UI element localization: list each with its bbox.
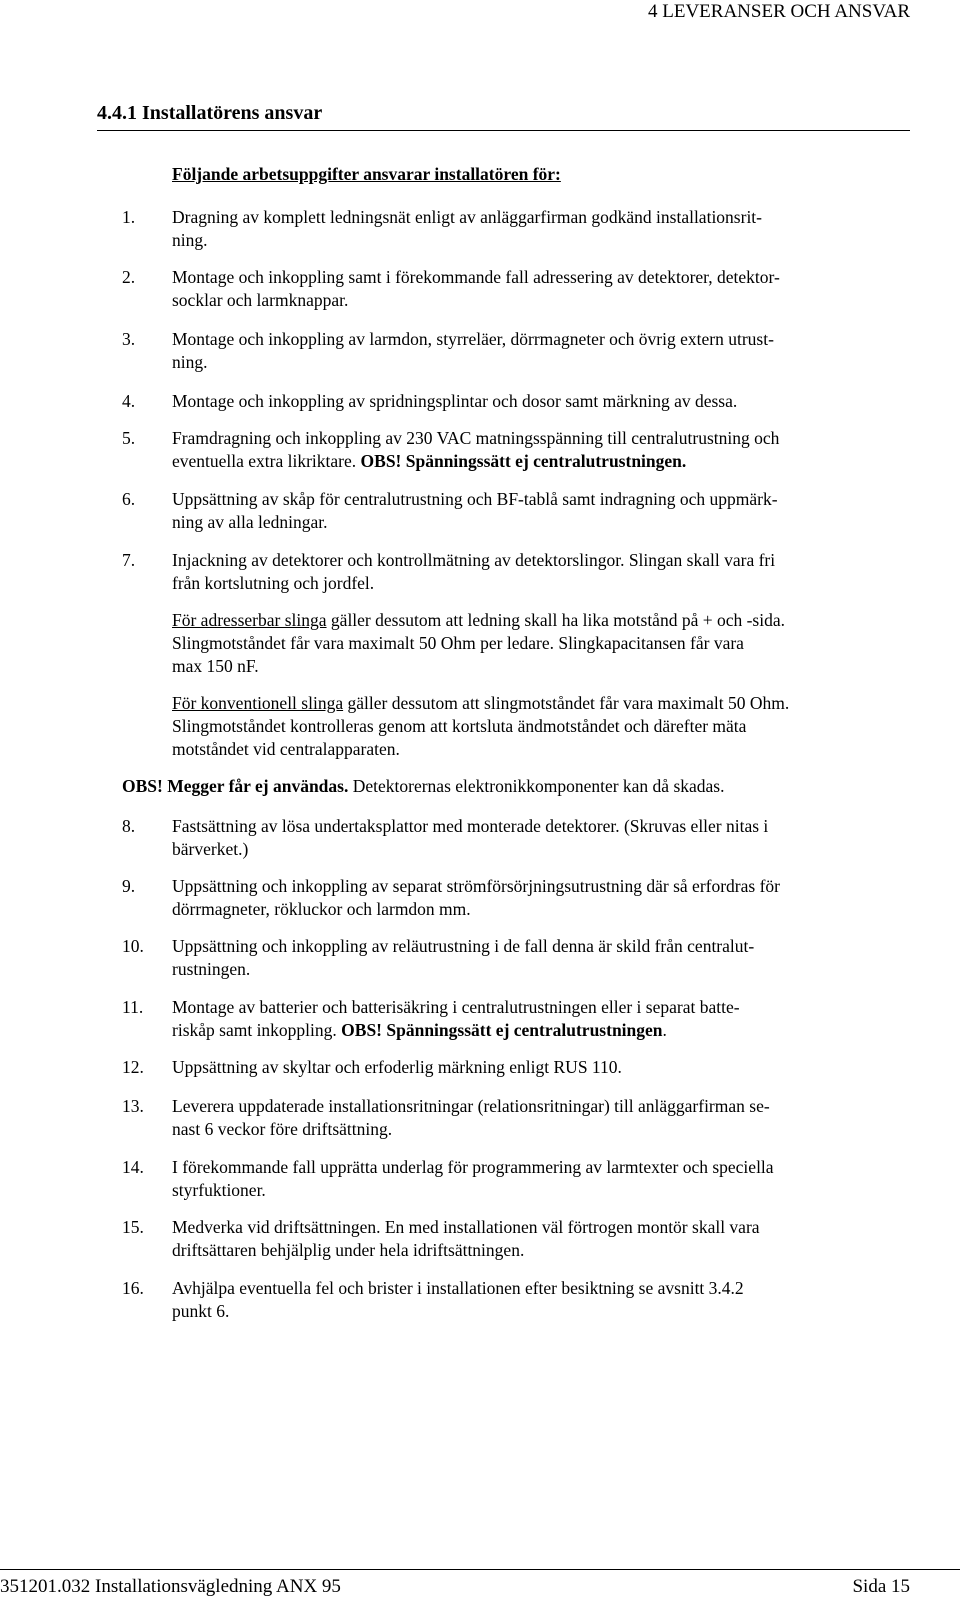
- item-text-line: punkt 6.: [172, 1301, 230, 1321]
- item-text-plain: eventuella extra likriktare.: [172, 451, 361, 471]
- item-text-end: .: [662, 1020, 667, 1040]
- footer-document-id: 351201.032 Installationsvägledning ANX 95: [0, 1576, 341, 1597]
- item-text-line: Avhjälpa eventuella fel och brister i installationen efter besiktning se avsnitt 3.4.2: [172, 1278, 744, 1298]
- paragraph-line: Slingmotståndet kontrolleras genom att kortsluta ändmotståndet och därefter mäta: [172, 716, 747, 736]
- item-text-line: ning.: [172, 230, 208, 250]
- item-text-plain: riskåp samt inkoppling.: [172, 1020, 342, 1040]
- intro-heading: Följande arbetsuppgifter ansvarar installatören för:: [172, 164, 561, 184]
- paragraph-text: gäller dessutom att ledning skall ha lika motstånd på + och -sida.: [326, 610, 785, 630]
- item-text-line: Montage och inkoppling av larmdon, styrreläer, dörrmagneter och övrig extern utrust-: [172, 329, 774, 349]
- page-header: 4 LEVERANSER OCH ANSVAR: [648, 1, 910, 22]
- section-heading: 4.4.1 Installatörens ansvar: [97, 100, 910, 131]
- warning-text: OBS! Spänningssätt ej centralutrustningen: [341, 1020, 663, 1040]
- item-number: 4.: [122, 391, 136, 411]
- item-text-line: bärverket.): [172, 839, 249, 859]
- footer-page-number: Sida 15: [852, 1576, 910, 1597]
- conventional-loop-paragraph: [172, 692, 942, 761]
- item-text-line: I förekommande fall upprätta underlag för programmering av larmtexter och speciella: [172, 1157, 774, 1177]
- item-text-line: Uppsättning och inkoppling av separat strömförsörjningsutrustning där så erfordras för: [172, 876, 780, 896]
- paragraph-line: max 150 nF.: [172, 656, 259, 676]
- paragraph-line: motståndet vid centralapparaten.: [172, 739, 400, 759]
- item-text-line: driftsättaren behjälplig under hela idriftsättningen.: [172, 1240, 525, 1260]
- item-text-line: Framdragning och inkoppling av 230 VAC matningsspänning till centralutrustning och: [172, 428, 780, 448]
- item-text-line: [172, 450, 940, 473]
- item-number: 10.: [122, 936, 144, 956]
- item-text-line: Uppsättning av skåp för centralutrustning och BF-tablå samt indragning och uppmärk-: [172, 489, 778, 509]
- conventional-loop-label: För konventionell slinga: [172, 693, 344, 713]
- paragraph-line: Slingmotståndet får vara maximalt 50 Ohm per ledare. Slingkapacitansen får vara: [172, 633, 744, 653]
- item-number: 5.: [122, 428, 136, 448]
- warning-rest: Detektorernas elektronikkomponenter kan då skadas.: [348, 776, 725, 796]
- item-number: 12.: [122, 1057, 144, 1077]
- item-number: 3.: [122, 329, 136, 349]
- item-text-line: Montage och inkoppling av spridningsplintar och dosor samt märkning av dessa.: [172, 391, 738, 411]
- item-text-line: Medverka vid driftsättningen. En med installationen väl förtrogen montör skall vara: [172, 1217, 760, 1237]
- item-number: 11.: [122, 997, 144, 1017]
- item-text-line: ning av alla ledningar.: [172, 512, 328, 532]
- paragraph-text: gäller dessutom att slingmotståndet får vara maximalt 50 Ohm.: [343, 693, 790, 713]
- item-text-line: Injackning av detektorer och kontrollmätning av detektorslingor. Slingan skall vara fri: [172, 550, 776, 570]
- warning-text: OBS! Spänningssätt ej centralutrustningen.: [360, 451, 687, 471]
- item-text-line: dörrmagneter, rökluckor och larmdon mm.: [172, 899, 471, 919]
- item-number: 7.: [122, 550, 136, 570]
- item-text-line: rustningen.: [172, 959, 251, 979]
- item-number: 1.: [122, 207, 136, 227]
- paragraph-line: [172, 692, 942, 715]
- item-text-line: Montage och inkoppling samt i förekommande fall adressering av detektorer, detektor-: [172, 267, 780, 287]
- paragraph-line: [172, 609, 942, 632]
- warning-text: OBS! Megger får ej användas.: [122, 776, 349, 796]
- item-text-line: Montage av batterier och batterisäkring i centralutrustningen eller i separat batte-: [172, 997, 740, 1017]
- item-number: 9.: [122, 876, 136, 896]
- item-number: 6.: [122, 489, 136, 509]
- item-number: 15.: [122, 1217, 144, 1237]
- item-text-line: socklar och larmknappar.: [172, 290, 349, 310]
- item-text-line: Uppsättning av skyltar och erfoderlig märkning enligt RUS 110.: [172, 1057, 622, 1077]
- item-number: 8.: [122, 816, 136, 836]
- item-text-line: från kortslutning och jordfel.: [172, 573, 375, 593]
- addressable-loop-label: För adresserbar slinga: [172, 610, 327, 630]
- item-number: 2.: [122, 267, 136, 287]
- item-text-line: Uppsättning och inkoppling av reläutrustning i de fall denna är skild från centralut-: [172, 936, 755, 956]
- item-text-line: Dragning av komplett ledningsnät enligt av anläggarfirman godkänd installationsrit-: [172, 207, 762, 227]
- item-text-line: [172, 1019, 940, 1042]
- item-text-line: Fastsättning av lösa undertaksplattor med monterade detektorer. (Skruvas eller nitas i: [172, 816, 769, 836]
- item-text-line: styrfuktioner.: [172, 1180, 266, 1200]
- item-text-line: Leverera uppdaterade installationsritningar (relationsritningar) till anläggarfirman se-: [172, 1096, 770, 1116]
- item-number: 13.: [122, 1096, 144, 1116]
- item-number: 14.: [122, 1157, 144, 1177]
- item-text-line: nast 6 veckor före driftsättning.: [172, 1119, 393, 1139]
- addressable-loop-paragraph: [172, 609, 942, 678]
- item-number: 16.: [122, 1278, 144, 1298]
- item-text-line: ning.: [172, 352, 208, 372]
- footer-divider: [0, 1569, 960, 1570]
- megger-warning: [122, 775, 940, 798]
